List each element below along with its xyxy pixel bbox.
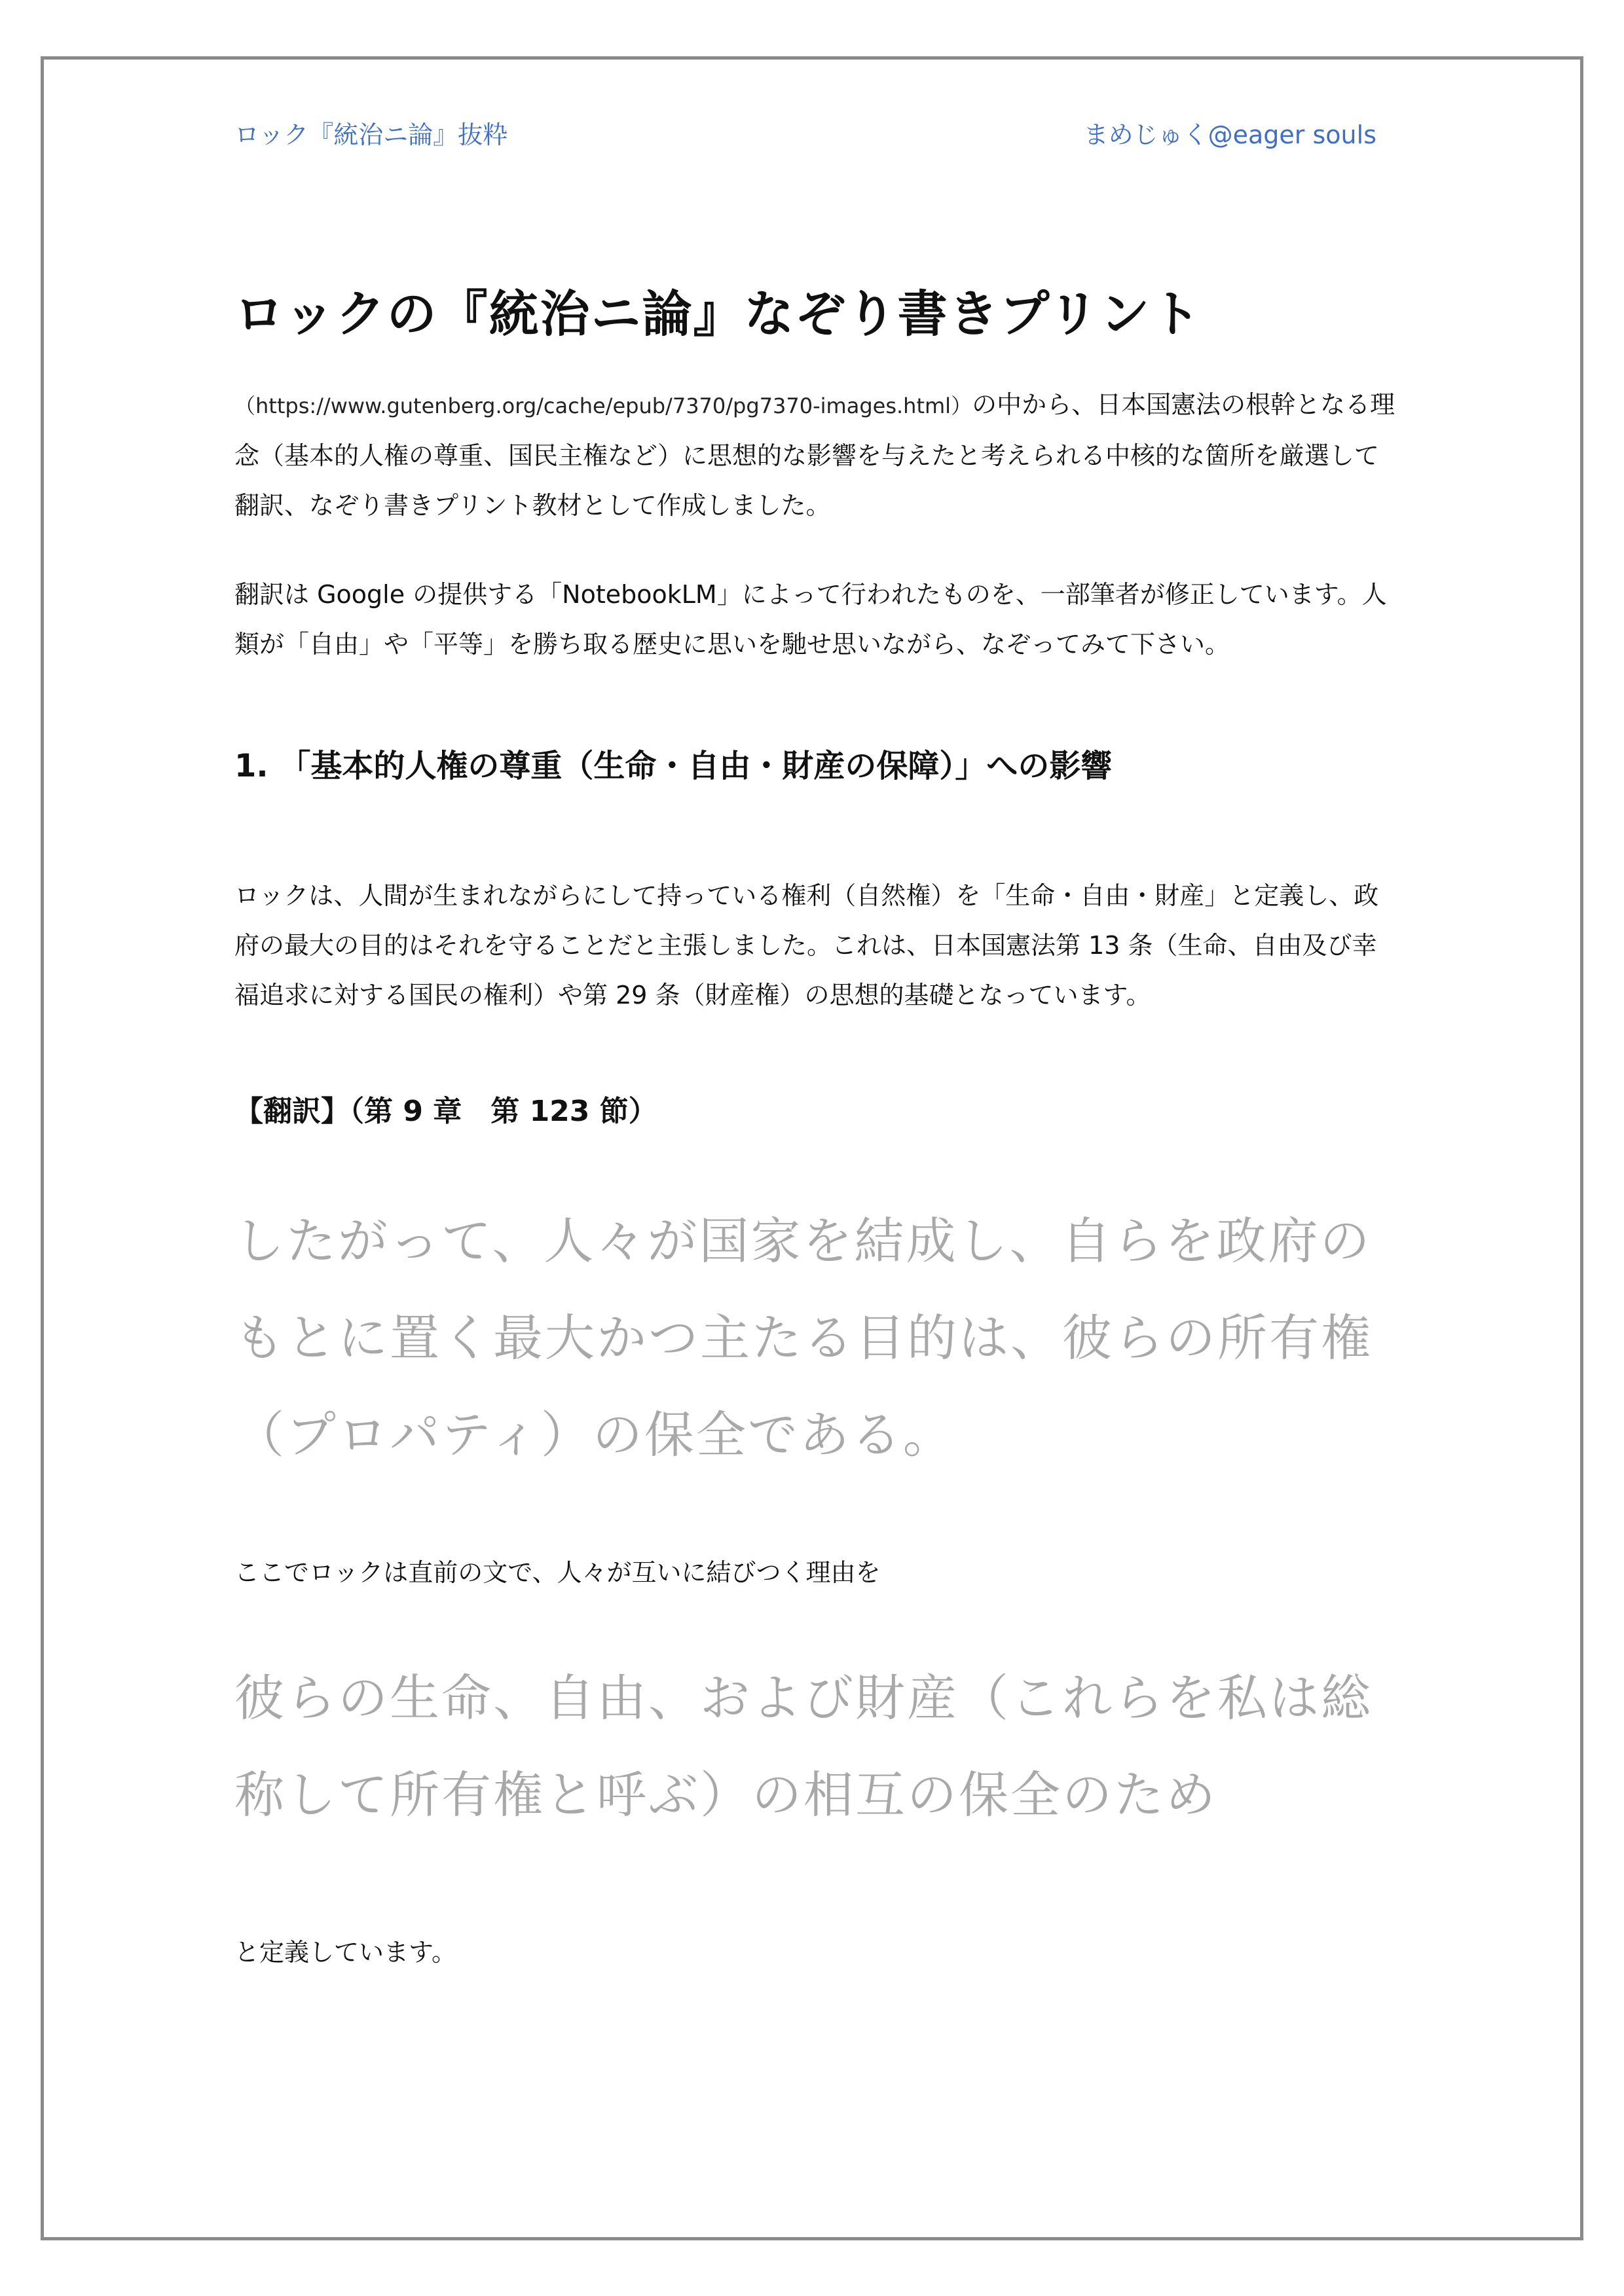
section-heading: 1. 「基本的人権の尊重（生命・自由・財産の保障）」への影響 <box>234 748 1113 784</box>
header-author: まめじゅく@eager souls <box>1083 120 1376 149</box>
closing-text: と定義しています。 <box>234 1938 456 1967</box>
intro-paragraph <box>234 380 1400 530</box>
trace-text-1: したがって、人々が国家を結成し、自らを政府のもとに置く最大かつ主たる目的は、彼らの所有権（プロパティ）の保全である。 <box>234 1212 1373 1464</box>
bridge-text: ここでロックは直前の文で、人々が互いに結びつく理由を <box>234 1558 881 1587</box>
trace-text-2: 彼らの生命、自由、および財産（これらを私は総称して所有権と呼ぶ）の相互の保全のため <box>234 1669 1373 1824</box>
page-title: ロックの『統治ニ論』なぞり書きプリント <box>234 285 1202 343</box>
header-document-title: ロック『統治ニ論』抜粋 <box>234 120 508 149</box>
translation-label: 【翻訳】（第 9 章 第 123 節） <box>234 1095 657 1128</box>
intro-text: の中から、日本国憲法の根幹となる理念（基本的人権の尊重、国民主権など）に思想的な影響を与えたと考えられる中核的な箇所を厳選して翻訳、なぞり書きプリント教材として作成しました。 <box>234 390 1395 520</box>
translation-note: 翻訳は Google の提供する「NotebookLM」によって行われたものを、一部筆者が修正しています。人類が「自由」や「平等」を勝ち取る歴史に思いを馳せ思いながら、なぞってみて下さい。 <box>234 580 1387 659</box>
document-body <box>234 275 1400 1977</box>
section-explanation: ロックは、人間が生まれながらにして持っている権利（自然権）を「生命・自由・財産」と定義し、政府の最大の目的はそれを守ることだと主張しました。これは、日本国憲法第 13 条（生命、自由及び幸福追求に対する国民の権利）や第 29 条（財産権）の思想的基礎となっています。 <box>234 881 1379 1010</box>
source-url[interactable]: （https://www.gutenberg.org/cache/epub/7370/pg7370-images.html） <box>234 393 972 418</box>
